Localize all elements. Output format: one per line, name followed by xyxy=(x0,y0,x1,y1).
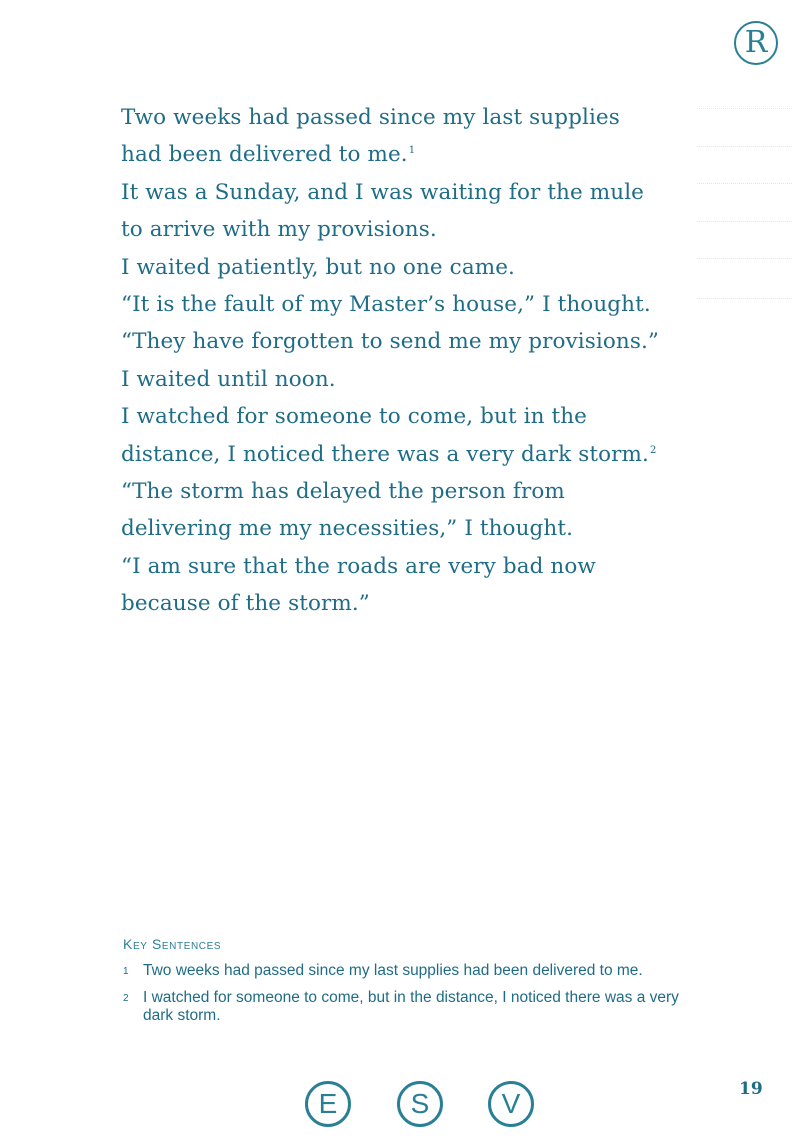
story-line xyxy=(121,398,681,435)
story-line xyxy=(121,436,681,473)
story-line xyxy=(121,286,681,323)
circle-v-icon: V xyxy=(488,1081,534,1127)
story-line-text: I waited patiently, but no one came. xyxy=(121,254,515,280)
story-line xyxy=(121,174,681,211)
story-line xyxy=(121,361,681,398)
footnote-marker: 2 xyxy=(649,444,657,456)
story-line-text: It was a Sunday, and I was waiting for the mule xyxy=(121,179,644,205)
story-line-text: because of the storm.” xyxy=(121,591,370,617)
story-line xyxy=(121,585,681,622)
story-line-text: had been delivered to me. xyxy=(121,142,408,168)
story-line xyxy=(121,136,681,173)
key-sentence-2 xyxy=(123,989,683,1026)
circle-e-icon: E xyxy=(305,1081,351,1127)
circle-s-icon: S xyxy=(397,1081,443,1127)
story-line-text: delivering me my necessities,” I thought. xyxy=(121,516,574,542)
story-line-text: “It is the fault of my Master’s house,” I thought. xyxy=(121,292,651,318)
registered-r-icon: R xyxy=(734,21,778,65)
story-line-text: “The storm has delayed the person from xyxy=(121,479,565,505)
story-line xyxy=(121,211,681,248)
story-line xyxy=(121,548,681,585)
key-sentence-text: Two weeks had passed since my last supplies had been delivered to me. xyxy=(143,962,643,979)
story-line xyxy=(121,323,681,360)
story-line-text: Two weeks had passed since my last supplies xyxy=(121,105,620,130)
key-sentence-1 xyxy=(123,962,683,981)
story-line xyxy=(121,473,681,510)
story-line-text: to arrive with my provisions. xyxy=(121,217,437,243)
story-line xyxy=(121,510,681,547)
key-sentence-number: 1 xyxy=(123,966,129,977)
story-text xyxy=(121,99,681,623)
page-number: 19 xyxy=(739,1079,763,1099)
story-line-text: “They have forgotten to send me my provisions.” xyxy=(121,329,660,355)
story-line-text: I watched for someone to come, but in the xyxy=(121,404,587,430)
key-sentences-list xyxy=(123,962,683,1034)
story-line xyxy=(121,249,681,286)
footnote-marker: 1 xyxy=(408,145,416,157)
key-sentences-heading: Key Sentences xyxy=(123,936,222,952)
story-line xyxy=(121,99,681,136)
key-sentence-text: I watched for someone to come, but in the distance, I noticed there was a very dark storm. xyxy=(143,988,679,1024)
story-line-text: distance, I noticed there was a very dark storm. xyxy=(121,441,649,467)
story-line-text: I waited until noon. xyxy=(121,366,336,392)
story-line-text: “I am sure that the roads are very bad now xyxy=(121,553,596,579)
key-sentence-number: 2 xyxy=(123,992,129,1004)
